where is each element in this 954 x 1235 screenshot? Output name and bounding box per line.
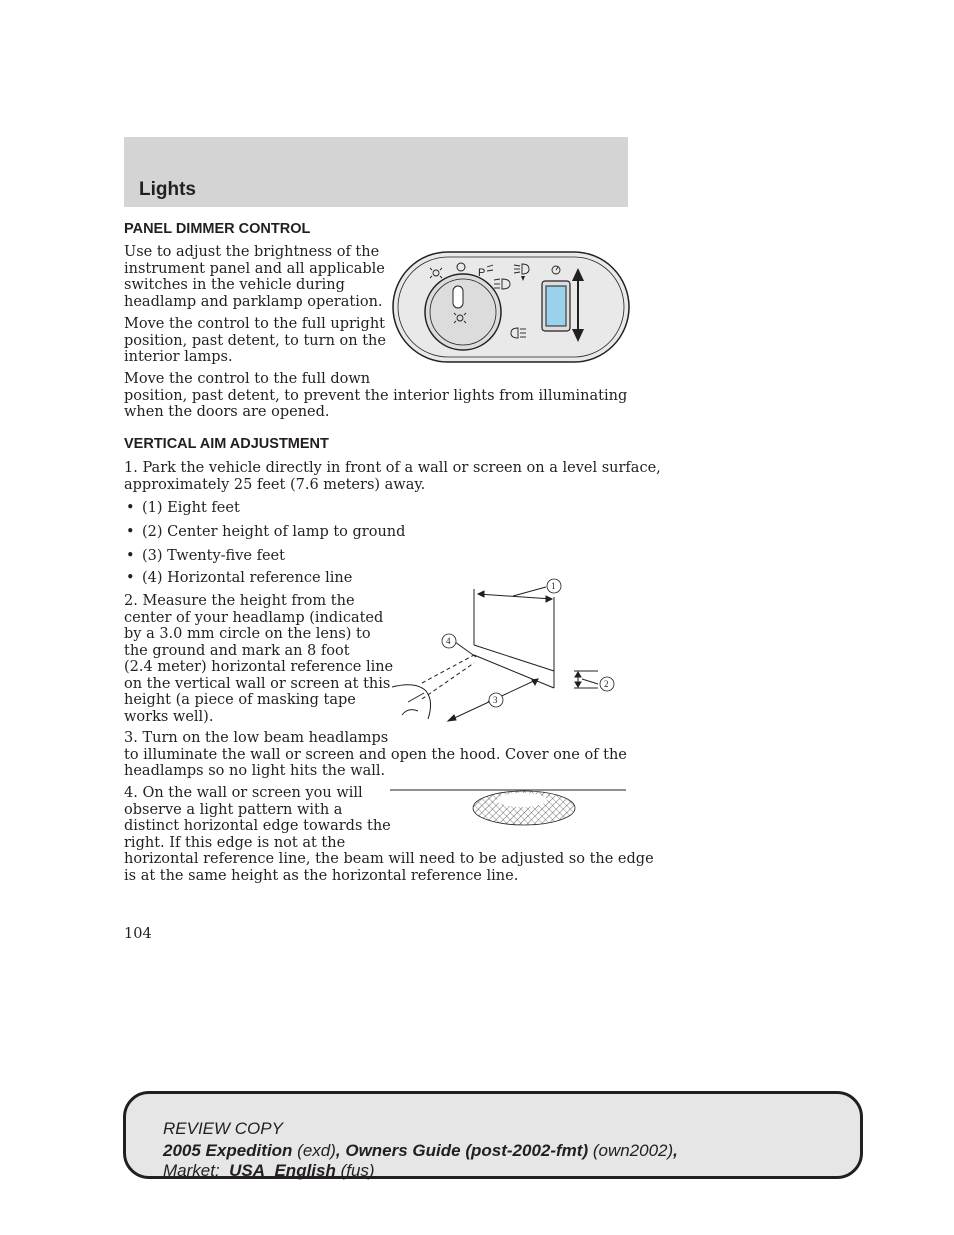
headlamp-knob	[425, 274, 501, 350]
text-line: horizontal reference line, the beam will need to be adjusted so the edge	[124, 851, 654, 867]
footer-model: 2005 Expedition	[163, 1141, 293, 1160]
panel-dimmer-paragraph-3	[124, 371, 627, 421]
footer-market-label: Market:	[163, 1161, 230, 1180]
panel-dimmer-heading: PANEL DIMMER CONTROL	[124, 221, 311, 237]
section-title: Lights	[139, 179, 196, 200]
headlamp-switch-illustration	[390, 248, 632, 370]
text-line: right. If this edge is not at the	[124, 834, 346, 851]
panel-dimmer-paragraph-1	[124, 244, 385, 310]
text-line: Move the control to the full down	[124, 371, 371, 387]
text-line: the ground and mark an 8 foot	[124, 642, 350, 659]
text-line: when the doors are opened.	[124, 404, 330, 420]
text-line: switches in the vehicle during	[124, 277, 345, 293]
panel-dimmer-paragraph-2	[124, 316, 386, 366]
text-line: position, past detent, to turn on the	[124, 332, 386, 349]
text-line: instrument panel and all applicable	[124, 260, 385, 277]
footer-model-code: (exd)	[292, 1141, 336, 1160]
section-header	[124, 137, 628, 207]
svg-text:P: P	[478, 267, 486, 279]
callout-2: 2	[604, 679, 609, 689]
text-line: 2. Measure the height from the	[124, 593, 355, 609]
text-line: distinct horizontal edge towards the	[124, 818, 391, 834]
bullet-text: (4) Horizontal reference line	[142, 570, 353, 586]
vertical-aim-step-3	[124, 730, 627, 780]
text-line: 3. Turn on the low beam headlamps	[124, 730, 389, 746]
review-copy-footer	[123, 1091, 863, 1179]
text-line: position, past detent, to prevent the interior lights from illuminating	[124, 387, 628, 404]
text-line: on the vertical wall or screen at this	[124, 675, 391, 692]
text-line: observe a light pattern with a	[124, 801, 343, 818]
text-line: headlamp and parklamp operation.	[124, 293, 383, 310]
text-line: 4. On the wall or screen you will	[124, 785, 363, 801]
footer-guide-code: (own2002)	[588, 1141, 674, 1160]
footer-line-3	[163, 1161, 375, 1181]
text-line: approximately 25 feet (7.6 meters) away.	[124, 476, 426, 493]
bullet-text: (3) Twenty-five feet	[142, 548, 285, 564]
footer-line-1: REVIEW COPY	[163, 1119, 283, 1138]
text-line: (2.4 meter) horizontal reference line	[124, 659, 394, 675]
footer-market: USA_English	[229, 1161, 336, 1180]
bullet-text: (1) Eight feet	[142, 500, 240, 516]
callout-4: 4	[446, 636, 451, 646]
footer-market-code: (fus)	[335, 1161, 375, 1180]
text-line: interior lamps.	[124, 349, 233, 365]
callout-3: 3	[493, 695, 498, 705]
footer-line-2	[163, 1141, 678, 1161]
vertical-aim-step-4	[124, 785, 654, 884]
vertical-aim-step-1	[124, 460, 661, 493]
headlamp-aiming-diagram	[388, 575, 620, 735]
text-line: 1. Park the vehicle directly in front of a wall or screen on a level surface,	[124, 460, 661, 476]
footer-comma: ,	[673, 1141, 678, 1160]
text-line: Use to adjust the brightness of the	[124, 244, 380, 260]
text-line: works well).	[124, 708, 214, 725]
text-line: center of your headlamp (indicated	[124, 609, 384, 626]
text-line: headlamps so no light hits the wall.	[124, 763, 386, 779]
text-line: height (a piece of masking tape	[124, 692, 356, 708]
dimmer-thumbwheel	[546, 286, 566, 326]
vertical-aim-heading: VERTICAL AIM ADJUSTMENT	[124, 436, 329, 452]
text-line: Move the control to the full upright	[124, 316, 385, 332]
callout-1: 1	[551, 581, 556, 591]
vertical-aim-step-2	[124, 593, 393, 725]
text-line: is at the same height as the horizontal reference line.	[124, 867, 519, 884]
text-line: by a 3.0 mm circle on the lens) to	[124, 626, 371, 642]
text-line: to illuminate the wall or screen and open the hood. Cover one of the	[124, 746, 627, 763]
page-number: 104	[124, 926, 152, 942]
footer-guide: , Owners Guide (post-2002-fmt)	[335, 1141, 589, 1160]
bullet-text: (2) Center height of lamp to ground	[142, 524, 406, 540]
